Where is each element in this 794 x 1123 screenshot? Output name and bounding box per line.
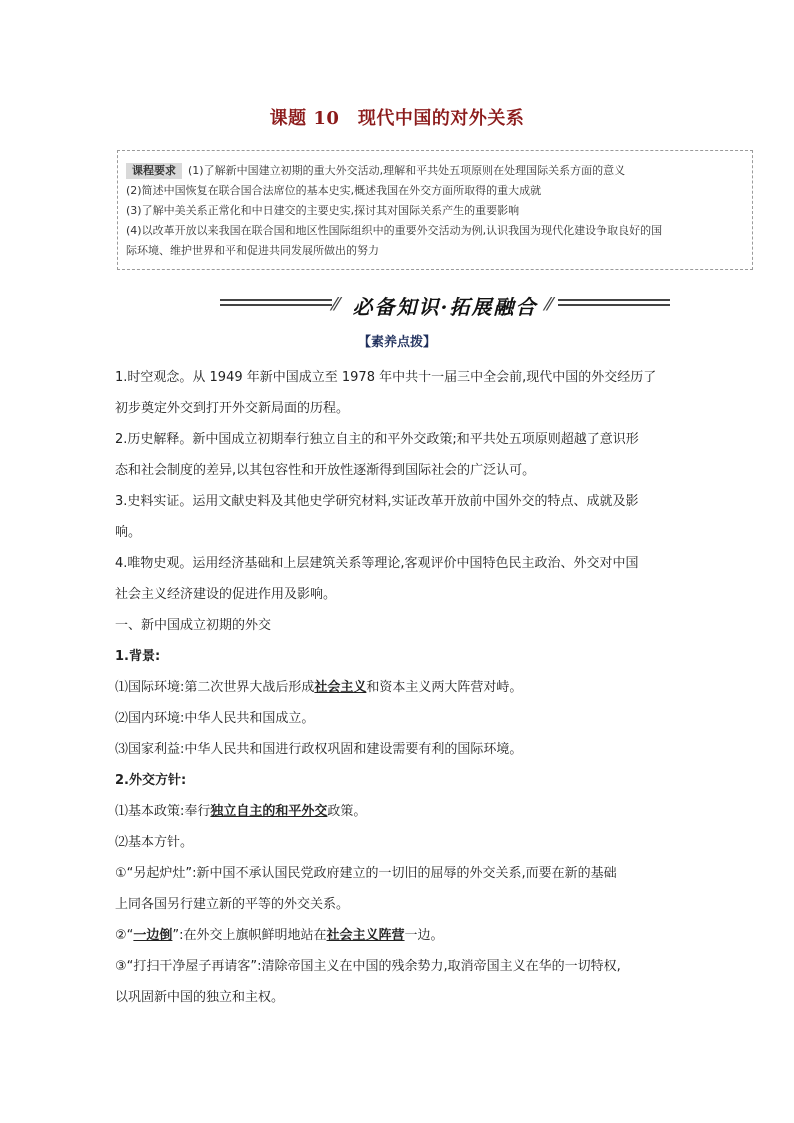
banner-slash-right: ⁄⁄ xyxy=(546,294,553,315)
paragraph: ⑶国家利益:中华人民共和国进行政权巩固和建设需要有利的国际环境。 xyxy=(115,742,523,757)
paragraph xyxy=(115,920,695,951)
paragraph: 响。 xyxy=(115,525,142,540)
main-content xyxy=(115,362,695,1013)
requirement-item: (4)以改革开放以来我国在联合国和地区性国际组织中的重要外交活动为例,认识我国为现代化建设争取良好的国 xyxy=(126,224,663,237)
subsection-heading: 1.背景: xyxy=(115,649,161,664)
paragraph: 社会主义经济建设的促进作用及影响。 xyxy=(115,587,337,602)
banner-rule-left xyxy=(220,299,332,313)
paragraph: 3.史料实证。运用文献史料及其他史学研究材料,实证改革开放前中国外交的特点、成就及影 xyxy=(115,494,639,509)
course-requirements-box xyxy=(117,150,753,270)
paragraph: 初步奠定外交到打开外交新局面的历程。 xyxy=(115,401,350,416)
requirement-item: (1)了解新中国建立初期的重大外交活动,理解和平共处五项原则在处理国际关系方面的意义 xyxy=(188,164,626,177)
text: 政策。 xyxy=(327,804,367,819)
paragraph: 上同各国另行建立新的平等的外交关系。 xyxy=(115,897,350,912)
requirement-item: (2)简述中国恢复在联合国合法席位的基本史实,概述我国在外交方面所取得的重大成就 xyxy=(126,184,542,197)
banner-slash-left: ⁄⁄ xyxy=(333,294,340,315)
banner-rule-right xyxy=(558,299,670,313)
text: 一边。 xyxy=(404,928,444,943)
underlined-keyword: 社会主义 xyxy=(314,680,367,695)
paragraph: ⑵基本方针。 xyxy=(115,835,194,850)
underlined-keyword: 一边倒 xyxy=(133,928,173,943)
requirement-line-1 xyxy=(126,161,744,181)
paragraph: ⑵国内环境:中华人民共和国成立。 xyxy=(115,711,315,726)
underlined-keyword: 独立自主的和平外交 xyxy=(210,804,328,819)
text: ⑴国际环境:第二次世界大战后形成 xyxy=(115,680,315,695)
section-banner xyxy=(220,291,670,321)
text: ⑴基本政策:奉行 xyxy=(115,804,211,819)
requirement-item: (3)了解中美关系正常化和中日建交的主要史实,探讨其对国际关系产生的重要影响 xyxy=(126,204,520,217)
banner-title: 必备知识·拓展融合 xyxy=(352,295,538,319)
section-heading: 一、新中国成立初期的外交 xyxy=(115,618,272,633)
text: ②“ xyxy=(115,928,134,943)
underlined-keyword: 社会主义阵营 xyxy=(326,928,405,943)
paragraph: 以巩固新中国的独立和主权。 xyxy=(115,990,285,1005)
literacy-heading: 【素养点拨】 xyxy=(357,335,436,350)
requirements-tag: 课程要求 xyxy=(126,163,182,179)
paragraph: ③“打扫干净屋子再请客”:清除帝国主义在中国的残余势力,取消帝国主义在华的一切特权, xyxy=(115,959,621,974)
paragraph: 2.历史解释。新中国成立初期奉行独立自主的和平外交政策;和平共处五项原则超越了意识形 xyxy=(115,432,639,447)
subsection-heading: 2.外交方针: xyxy=(115,773,187,788)
paragraph: ①“另起炉灶”:新中国不承认国民党政府建立的一切旧的屈辱的外交关系,而要在新的基础 xyxy=(115,866,617,881)
paragraph: 态和社会制度的差异,以其包容性和开放性逐渐得到国际社会的广泛认可。 xyxy=(115,463,536,478)
text: 和资本主义两大阵营对峙。 xyxy=(366,680,523,695)
text: ”:在外交上旗帜鲜明地站在 xyxy=(172,928,327,943)
paragraph: 4.唯物史观。运用经济基础和上层建筑关系等理论,客观评价中国特色民主政治、外交对中国 xyxy=(115,556,639,571)
page-title: 课题 10 现代中国的对外关系 xyxy=(269,108,525,129)
requirement-item: 际环境、维护世界和平和促进共同发展所做出的努力 xyxy=(126,244,379,257)
paragraph xyxy=(115,672,695,703)
paragraph xyxy=(115,796,695,827)
paragraph: 1.时空观念。从 1949 年新中国成立至 1978 年中共十一届三中全会前,现代中国的外交经历了 xyxy=(115,370,657,385)
